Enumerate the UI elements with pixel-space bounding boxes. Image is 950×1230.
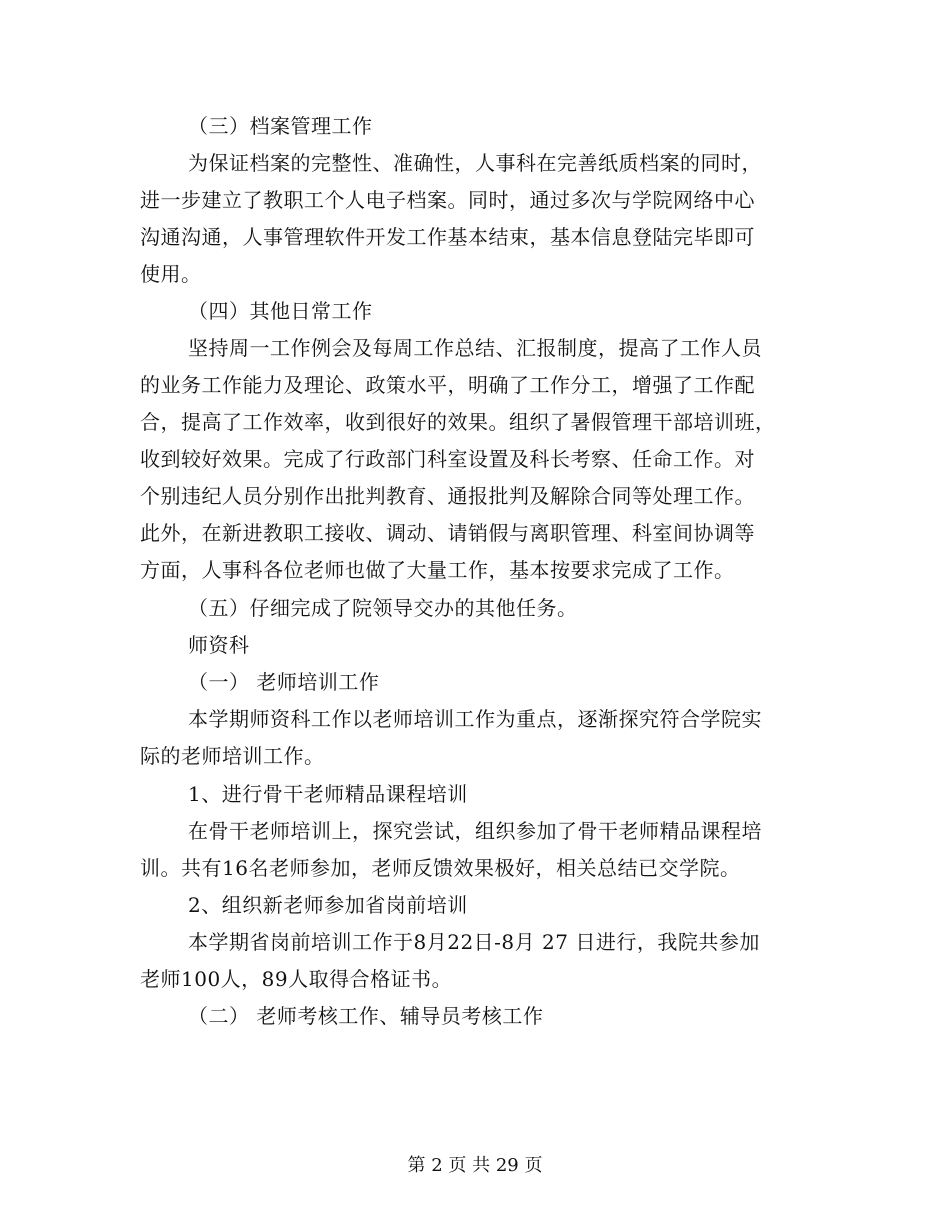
section-heading: （三）档案管理工作: [188, 114, 373, 138]
paragraph-line: 坚持周一工作例会及每周工作总结、汇报制度，提高了工作人员: [188, 336, 762, 360]
paragraph-line: 合，提高了工作效率，收到很好的效果。组织了暑假管理干部培训班，: [140, 410, 776, 434]
paragraph-line: 个别违纪人员分别作出批判教育、通报批判及解除合同等处理工作。: [140, 484, 755, 508]
paragraph-line: 的业务工作能力及理论、政策水平，明确了工作分工，增强了工作配: [140, 373, 755, 397]
section-heading: （五）仔细完成了院领导交办的其他任务。: [188, 596, 578, 620]
section-heading: （二） 老师考核工作、辅导员考核工作: [188, 1004, 544, 1028]
paragraph-line: 际的老师培训工作。: [140, 744, 325, 768]
subsection-heading: 1、进行骨干老师精品课程培训: [188, 782, 468, 806]
paragraph-line: 进一步建立了教职工个人电子档案。同时，通过多次与学院网络中心: [140, 188, 755, 212]
paragraph-line: 沟通沟通，人事管理软件开发工作基本结束，基本信息登陆完毕即可: [140, 225, 755, 249]
paragraph-line: 方面，人事科各位老师也做了大量工作，基本按要求完成了工作。: [140, 558, 735, 582]
page-number-footer: 第 2 页 共 29 页: [407, 1155, 543, 1176]
subsection-heading: 2、组织新老师参加省岗前培训: [188, 893, 468, 917]
paragraph-line: 本学期师资科工作以老师培训工作为重点，逐渐探究符合学院实: [188, 707, 762, 731]
paragraph-line: 训。共有16名老师参加，老师反馈效果极好，相关总结已交学院。: [140, 856, 741, 880]
paragraph-line: 老师100人，89人取得合格证书。: [140, 967, 453, 991]
paragraph-line: 本学期省岗前培训工作于8月22日-8月 27 日进行，我院共参加: [188, 930, 760, 954]
section-heading: （一） 老师培训工作: [188, 670, 380, 694]
paragraph-line: 在骨干老师培训上，探究尝试，组织参加了骨干老师精品课程培: [188, 819, 762, 843]
section-title: 师资科: [188, 633, 250, 657]
paragraph-line: 使用。: [140, 262, 202, 286]
paragraph-line: 为保证档案的完整性、准确性，人事科在完善纸质档案的同时，: [188, 151, 762, 175]
paragraph-line: 此外，在新进教职工接收、调动、请销假与离职管理、科室间协调等: [140, 521, 755, 545]
paragraph-line: 收到较好效果。完成了行政部门科室设置及科长考察、任命工作。对: [140, 447, 755, 471]
section-heading: （四）其他日常工作: [188, 299, 373, 323]
